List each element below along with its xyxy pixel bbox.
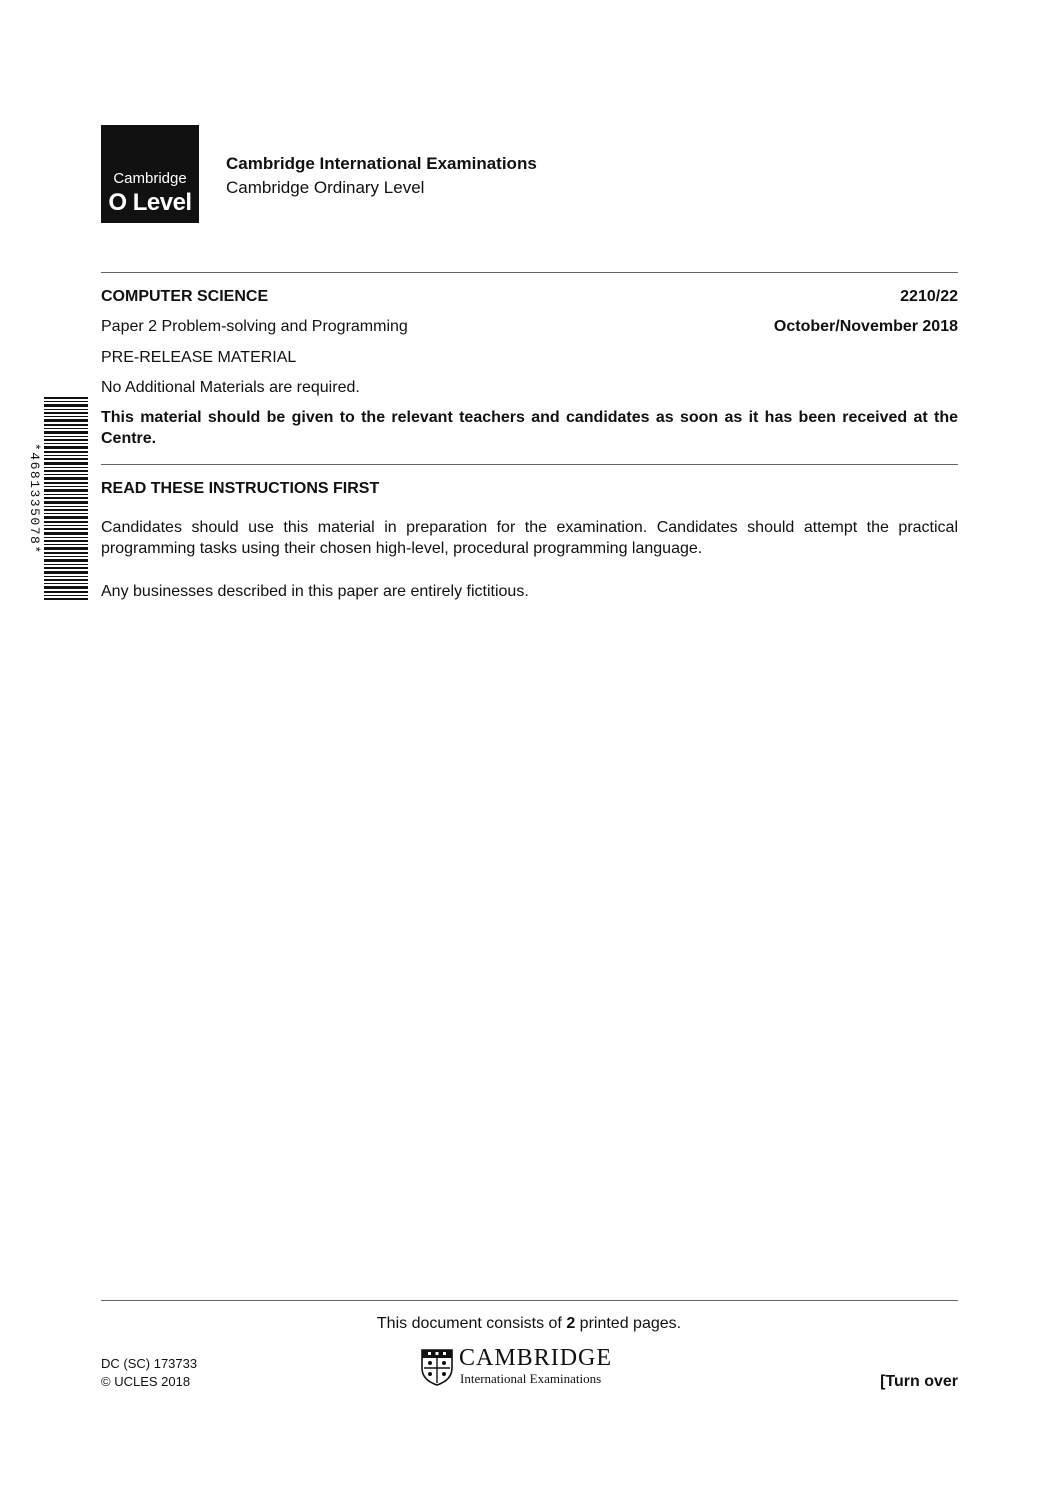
instructions-paragraph-1: Candidates should use this material in preparation for the examination. Candidates should attempt the practical programming tasks using their chosen high-level, procedural programming language.	[101, 519, 958, 557]
barcode-digits: *4681335078*	[27, 442, 42, 555]
exam-session: October/November 2018	[773, 318, 958, 335]
cambridge-wordmark: CAMBRIDGE	[459, 1345, 613, 1371]
instructions-divider	[101, 464, 958, 465]
turn-over: [Turn over	[880, 1373, 958, 1390]
paper-name: Paper 2 Problem-solving and Programming	[101, 318, 408, 335]
header-divider	[101, 272, 958, 273]
cambridge-wordmark-subtitle: International Examinations	[460, 1371, 602, 1386]
footer-divider	[101, 1300, 958, 1301]
page-count-note	[0, 1313, 1058, 1334]
qualification-level: Cambridge Ordinary Level	[226, 178, 425, 197]
cambridge-crest-icon	[420, 1348, 454, 1386]
page-count-suffix: printed pages.	[575, 1315, 682, 1332]
page-count-number: 2	[566, 1315, 576, 1332]
instructions-heading: READ THESE INSTRUCTIONS FIRST	[101, 480, 380, 497]
materials-note: No Additional Materials are required.	[101, 379, 360, 396]
centre-note: This material should be given to the relevant teachers and candidates as soon as it has been received at the Centre.	[101, 409, 958, 447]
instructions-paragraph-2: Any businesses described in this paper are entirely fictitious.	[101, 583, 529, 600]
subject-title: COMPUTER SCIENCE	[101, 288, 269, 305]
logo-line1: Cambridge	[113, 170, 187, 187]
logo-line2: O Level	[108, 189, 192, 216]
page-count-prefix: This document consists of	[376, 1315, 567, 1332]
document-reference: DC (SC) 173733	[101, 1356, 198, 1371]
syllabus-code: 2210/22	[900, 288, 958, 305]
cambridge-o-level-logo	[101, 125, 199, 223]
copyright: © UCLES 2018	[101, 1374, 191, 1389]
exam-board: Cambridge International Examinations	[226, 154, 537, 173]
material-type: PRE-RELEASE MATERIAL	[101, 349, 297, 366]
barcode	[44, 397, 88, 600]
